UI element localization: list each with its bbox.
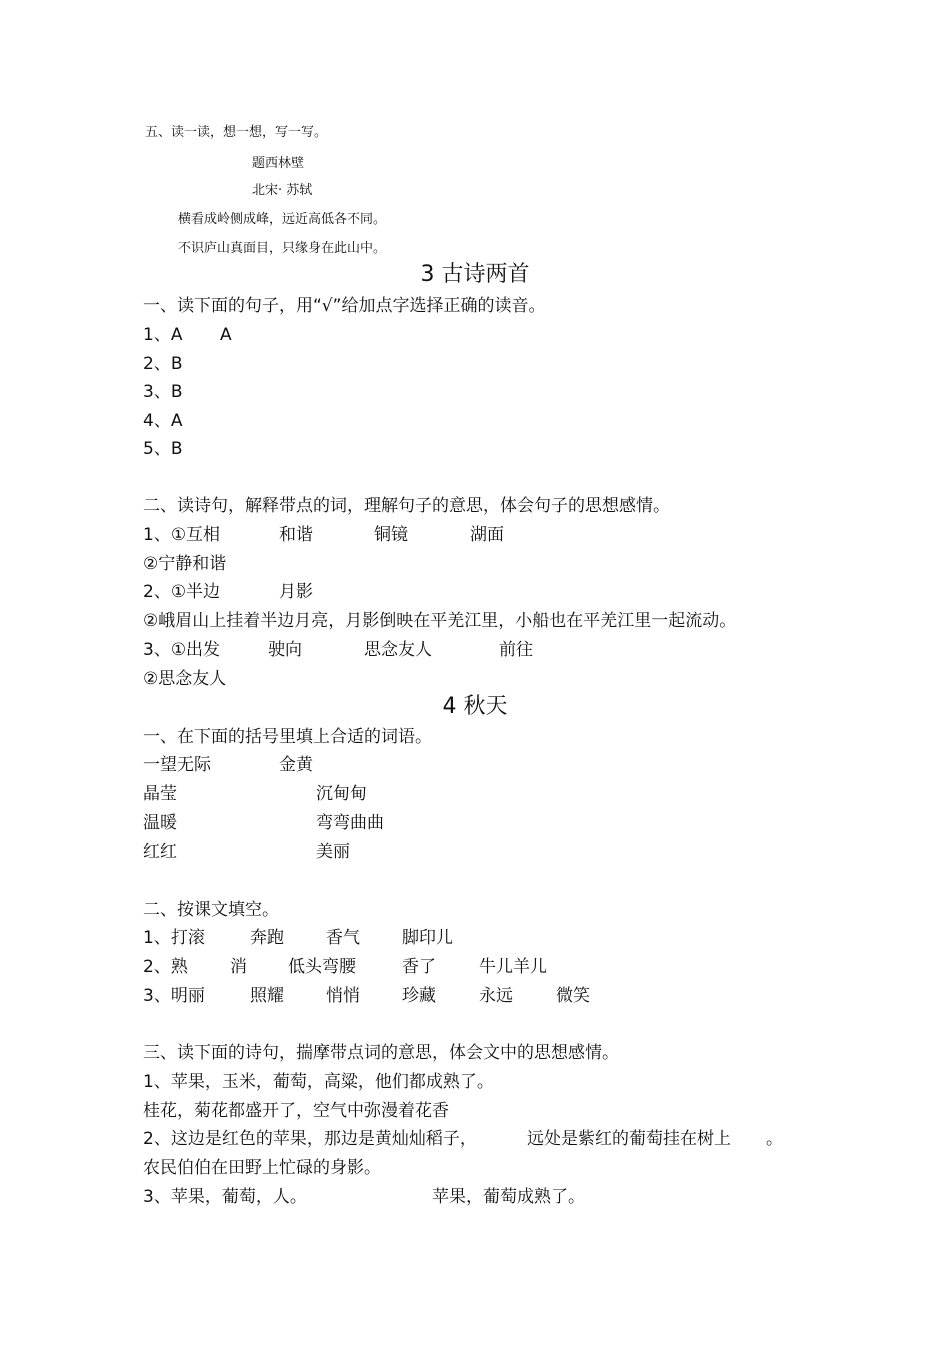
lesson4-q3-line-5b: 苹果，葡萄成熟了。: [432, 1187, 585, 1207]
lesson4-q2-a2-5: 牛儿羊儿: [479, 957, 547, 977]
lesson3-q2-a3-4: 前往: [499, 640, 533, 660]
lesson3-q2-a1b: ②宁静和谐: [143, 554, 227, 574]
lesson3-q1-answer-4: 4、A: [143, 411, 183, 431]
poem-title: 题西林壁: [252, 156, 305, 171]
lesson4-q2-a3-3: 悄悄: [326, 986, 360, 1006]
lesson4-q3-line-3b: 远处是紫红的葡萄挂在树上: [527, 1129, 731, 1149]
lesson3-q1-answer-1-extra: A: [220, 325, 232, 345]
lesson4-q1-row3-b: 弯弯曲曲: [316, 813, 384, 833]
lesson4-q1-instruction: 一、在下面的括号里填上合适的词语。: [143, 727, 432, 747]
lesson4-q1-row1-a: 一望无际: [143, 755, 211, 775]
lesson4-q1-row2-b: 沉甸甸: [316, 784, 367, 804]
lesson4-q2-a2-3: 低头弯腰: [288, 957, 356, 977]
lesson4-q3-line-4: 农民伯伯在田野上忙碌的身影。: [143, 1158, 381, 1178]
lesson4-q3-instruction: 三、读下面的诗句，揣摩带点词的意思，体会文中的思想感情。: [143, 1043, 619, 1063]
lesson4-q2-a3-4: 珍藏: [402, 986, 436, 1006]
lesson3-q2-a2-1: 2、①半边: [143, 582, 221, 602]
lesson3-q2-a3-1: 3、①出发: [143, 640, 221, 660]
lesson3-q1-instruction: 一、读下面的句子，用“√”给加点字选择正确的读音。: [143, 296, 546, 316]
lesson3-q2-a1-3: 铜镜: [374, 525, 408, 545]
sec5-instruction: 五、读一读，想一想，写一写。: [145, 125, 328, 140]
lesson3-q2-a1-1: 1、①互相: [143, 525, 221, 545]
lesson3-q1-answer-5: 5、B: [143, 439, 183, 459]
lesson3-q2-a3b: ②思念友人: [143, 669, 227, 689]
lesson4-q2-a3-2: 照耀: [250, 986, 284, 1006]
lesson3-q2-a3-2: 驶向: [268, 640, 302, 660]
lesson4-q2-a2-4: 香了: [402, 957, 436, 977]
lesson4-q2-a2-1: 2、熟: [143, 957, 188, 977]
lesson4-q2-instruction: 二、按课文填空。: [143, 900, 279, 920]
lesson4-q2-a3-1: 3、明丽: [143, 986, 205, 1006]
lesson4-q3-line-5a: 3、苹果，葡萄，人。: [143, 1187, 307, 1207]
lesson4-q2-a1-3: 香气: [326, 928, 360, 948]
lesson4-q1-row4-b: 美丽: [316, 842, 350, 862]
lesson3-q1-answer-2: 2、B: [143, 354, 183, 374]
lesson4-title: 4 秋天: [442, 694, 508, 719]
lesson4-q1-row1-b: 金黄: [279, 755, 313, 775]
lesson3-q2-a2-2: 月影: [279, 582, 313, 602]
lesson4-q3-line-3a: 2、这边是红色的苹果，那边是黄灿灿稻子，: [143, 1129, 477, 1149]
lesson3-q1-answer-1: 1、A: [143, 325, 183, 345]
lesson4-q2-a1-2: 奔跑: [250, 928, 284, 948]
lesson4-q2-a1-1: 1、打滚: [143, 928, 205, 948]
lesson4-q1-row3-a: 温暖: [143, 813, 177, 833]
lesson4-q2-a2-2: 消: [230, 957, 247, 977]
lesson4-q1-row4-a: 红红: [143, 842, 177, 862]
lesson4-q3-line-1: 1、苹果，玉米，葡萄，高粱，他们都成熟了。: [143, 1072, 494, 1092]
lesson4-q3-line-3c: 。: [766, 1129, 783, 1149]
lesson4-q2-a3-6: 微笑: [556, 986, 590, 1006]
lesson4-q1-row2-a: 晶莹: [143, 784, 177, 804]
poem-author: 北宋· 苏轼: [252, 183, 313, 198]
lesson3-q2-instruction: 二、读诗句，解释带点的词，理解句子的意思，体会句子的思想感情。: [143, 496, 670, 516]
lesson3-q2-a1-2: 和谐: [279, 525, 313, 545]
lesson4-q2-a1-4: 脚印儿: [402, 928, 453, 948]
lesson4-q3-line-2: 桂花，菊花都盛开了，空气中弥漫着花香: [143, 1101, 449, 1121]
poem-line-2: 不识庐山真面目，只缘身在此山中。: [178, 241, 387, 256]
lesson3-title: 3 古诗两首: [420, 262, 530, 287]
lesson4-q2-a3-5: 永远: [479, 986, 513, 1006]
lesson3-q2-a2b: ②峨眉山上挂着半边月亮，月影倒映在平羌江里，小船也在平羌江里一起流动。: [143, 611, 737, 631]
lesson3-q2-a1-4: 湖面: [470, 525, 504, 545]
lesson3-q1-answer-3: 3、B: [143, 382, 183, 402]
lesson3-q2-a3-3: 思念友人: [364, 640, 432, 660]
poem-line-1: 横看成岭侧成峰，远近高低各不同。: [178, 212, 387, 227]
